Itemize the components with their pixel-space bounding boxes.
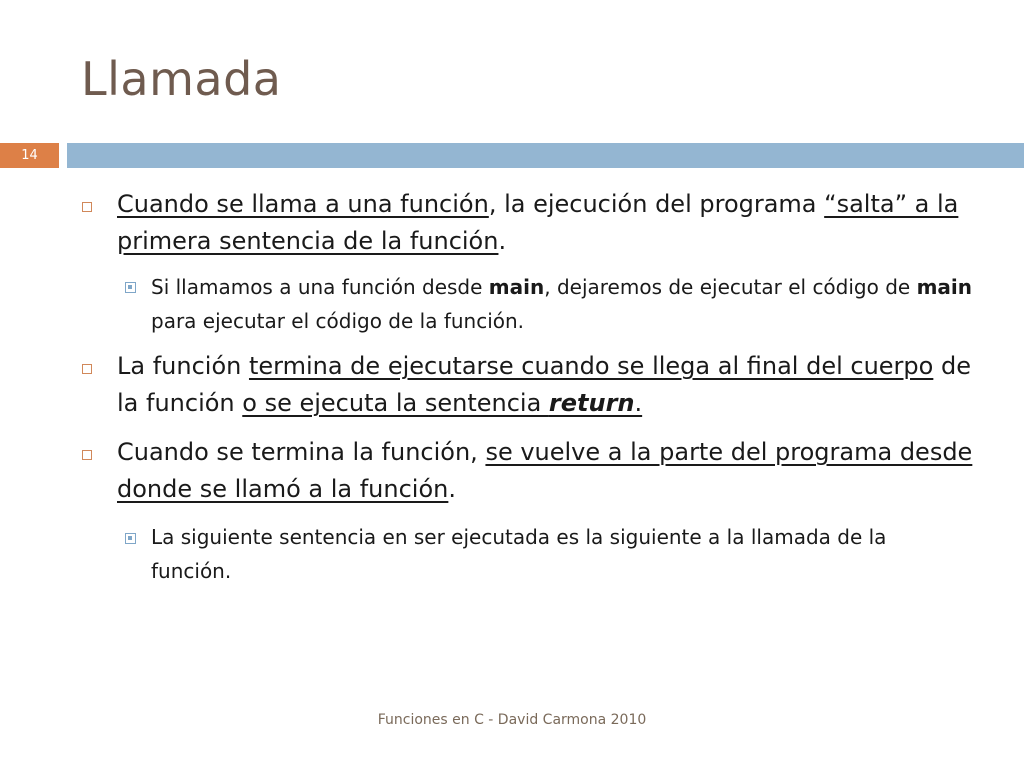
bullet-3-part-1: Cuando se termina la función, [117,438,486,466]
sub-bullet-1-part-2: main [488,275,545,299]
bullet-1-part-2: , la ejecución del programa [488,190,825,218]
sub-bullet-1-text [151,270,981,338]
bullet-2-part-3: de la función [117,352,971,417]
bullet-2-part-6: . [634,389,643,417]
sub-bullet-3-part-1: La siguiente sentencia en ser ejecutada es la siguiente a la llamada de la función. [151,525,887,583]
bullet-2-return-keyword: return [548,389,635,417]
bullet-1-part-4: . [498,227,507,255]
sub-bullet-square-icon [125,533,136,544]
bullet-2-text [117,348,987,422]
sub-bullet-1-part-3: , dejaremos de ejecutar el código de [544,275,917,299]
bullet-1-text [117,186,987,260]
sub-bullet-square-icon [125,282,136,293]
bullet-1-part-3: “salta” a la primera sentencia de la función [117,190,959,255]
bullet-2-part-2: termina de ejecutarse cuando se llega al final del cuerpo [248,352,934,380]
sub-bullet-1-part-5: para ejecutar el código de la función. [151,309,525,333]
header-bar [67,143,1024,168]
slide-title: Llamada [81,52,282,106]
sub-bullet-1-part-1: Si llamamos a una función desde [151,275,489,299]
bullet-2-part-1: La función [117,352,249,380]
bullet-3-part-2: se vuelve a la parte del programa desde donde se llamó a la función [117,438,973,503]
bullet-2-part-4-text: o se ejecuta la sentencia [242,389,549,417]
slide-number: 14 [21,148,38,163]
bullet-square-icon [82,364,92,374]
bullet-2-part-4 [242,389,642,417]
sub-bullet-1-part-4: main [916,275,973,299]
bullet-3-part-3: . [448,475,456,503]
bullet-3-text [117,434,987,508]
bullet-square-icon [82,202,92,212]
bullet-square-icon [82,450,92,460]
sub-bullet-3-text [151,520,911,588]
bullet-1-part-1: Cuando se llama a una función [117,190,489,218]
slide-footer: Funciones en C - David Carmona 2010 [377,712,647,728]
